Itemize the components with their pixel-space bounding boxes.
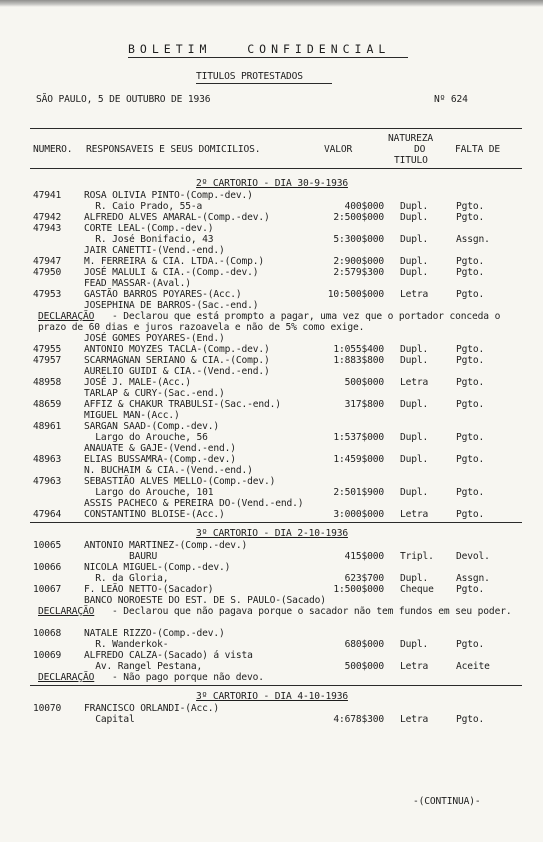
entry-reason: Pgto. (456, 201, 485, 212)
entry-party: SCARMAGNAN SERIANO & CIA.-(Comp.) (84, 355, 270, 366)
entry-party: ALFREDO CALZA-(Sacado) á vista (84, 650, 253, 661)
entry-value: 1:459$000 (333, 454, 384, 465)
entry-party: SARGAN SAAD-(Comp.-dev.) (84, 421, 220, 432)
entry-title-type: Cheque (400, 584, 434, 595)
entry-value: 2:579$300 (333, 267, 384, 278)
entry-value: 2:900$000 (333, 256, 384, 267)
entry-party: Largo do Arouche, 56 (84, 432, 208, 443)
bulletin-title: BOLETIM CONFIDENCIAL (128, 42, 391, 56)
entry-reason: Pgto. (456, 639, 485, 650)
entry-title-type: Dupl. (400, 267, 429, 278)
col-header-responsaveis: RESPONSAVEIS E SEUS DOMICILIOS. (86, 144, 261, 155)
entry-value: 10:500$000 (327, 289, 384, 300)
entry-number: 48659 (33, 399, 62, 410)
entry-value: 1:537$000 (333, 432, 384, 443)
col-header-falta: FALTA DE (455, 144, 501, 155)
entry-party: JOSEPHINA DE BARROS-(Sac.-end.) (84, 300, 259, 311)
entry-party: Av. Rangel Pestana, (84, 661, 203, 672)
date-line: SÃO PAULO, 5 DE OUTUBRO DE 1936 (36, 94, 211, 105)
entry-party: FRANCISCO ORLANDI-(Acc.) (84, 703, 220, 714)
entry-party: F. LEÃO NETTO-(Sacador) (84, 584, 214, 595)
entry-title-type: Dupl. (400, 344, 429, 355)
entry-number: 47947 (33, 256, 62, 267)
entry-number: 47955 (33, 344, 62, 355)
entry-party: R. José Bonifacio, 43 (84, 234, 214, 245)
entry-reason: Pgto. (456, 487, 485, 498)
entry-party: R. da Gloria, (84, 573, 169, 584)
entry-reason: Pgto. (456, 256, 485, 267)
entry-party: Largo do Arouche, 101 (84, 487, 214, 498)
entry-title-type: Dupl. (400, 573, 429, 584)
entry-value: 4:678$300 (333, 714, 384, 725)
entry-number: 10070 (33, 703, 62, 714)
entry-value: 5:300$000 (333, 234, 384, 245)
header-bottom-rule (30, 168, 522, 169)
entry-party: N. BUCHAIM & CIA.-(Vend.-end.) (84, 465, 253, 476)
entry-number: 48963 (33, 454, 62, 465)
entry-party: GASTÃO BARROS POYARES-(Acc.) (84, 289, 242, 300)
entry-value: 2:501$900 (333, 487, 384, 498)
entry-reason: Assgn. (456, 234, 490, 245)
entry-reason: Pgto. (456, 584, 485, 595)
entry-party: R. Caio Prado, 55-a (84, 201, 203, 212)
entry-title-type: Dupl. (400, 487, 429, 498)
entry-party: BAURU (84, 551, 158, 562)
title-underline (128, 57, 408, 58)
entry-party: Capital (84, 714, 135, 725)
entry-party: ALFREDO ALVES AMARAL-(Comp.-dev.) (84, 212, 270, 223)
entry-party: JAIR CANETTI-(Vend.-end.) (84, 245, 225, 256)
entry-title-type: Letra (400, 289, 429, 300)
declaration-label: DECLARAÇÃO (38, 311, 95, 322)
entry-title-type: Dupl. (400, 256, 429, 267)
continua-label: -(CONTINUA)- (413, 796, 481, 807)
entry-reason: Aceite (456, 661, 490, 672)
entry-value: 415$000 (344, 551, 384, 562)
declaration-label: DECLARAÇÃO (38, 606, 95, 617)
section-divider (30, 522, 522, 523)
entry-party: M. FERREIRA & CIA. LTDA.-(Comp.) (84, 256, 265, 267)
entry-reason: Devol. (456, 551, 490, 562)
entry-party: ELIAS BUSSAMRA-(Comp.-dev.) (84, 454, 236, 465)
entry-number: 47953 (33, 289, 62, 300)
entry-reason: Pgto. (456, 289, 485, 300)
col-header-do: DO (414, 144, 426, 155)
entry-title-type: Dupl. (400, 234, 429, 245)
entry-reason: Pgto. (456, 432, 485, 443)
entry-number: 48961 (33, 421, 62, 432)
col-header-valor: VALOR (324, 144, 353, 155)
col-header-titulo: TITULO (394, 155, 428, 166)
entry-value: 317$800 (344, 399, 384, 410)
entry-number: 47941 (33, 190, 62, 201)
entry-reason: Pgto. (456, 377, 485, 388)
entry-value: 1:500$000 (333, 584, 384, 595)
header-top-rule (30, 128, 522, 129)
entry-number: 10065 (33, 540, 62, 551)
declaration-text: - Não pago porque não devo. (112, 672, 264, 683)
entry-title-type: Dupl. (400, 432, 429, 443)
entry-number: 10067 (33, 584, 62, 595)
entry-number: 10069 (33, 650, 62, 661)
entry-number: 47963 (33, 476, 62, 487)
entry-reason: Pgto. (456, 714, 485, 725)
subtitle-underline (196, 83, 332, 84)
cartorio-heading: 2º CARTORIO - DIA 30-9-1936 (196, 178, 348, 189)
entry-reason: Pgto. (456, 509, 485, 520)
entry-number: 47942 (33, 212, 62, 223)
entry-party: MIGUEL MAN-(Acc.) (84, 410, 180, 421)
cartorio-heading: 3º CARTORIO - DIA 2-10-1936 (196, 528, 348, 539)
entry-title-type: Letra (400, 714, 429, 725)
declaration-text: - Declarou que não pagava porque o sacador não tem fundos em seu poder. (112, 606, 512, 617)
entry-party: R. Wanderkok- (84, 639, 169, 650)
entry-title-type: Letra (400, 509, 429, 520)
entry-party: JOSÉ MALULI & CIA.-(Comp.-dev.) (84, 267, 259, 278)
entry-value: 3:000$000 (333, 509, 384, 520)
cartorio-heading: 3º CARTORIO - DIA 4-10-1936 (196, 691, 348, 702)
entry-value: 500$000 (344, 661, 384, 672)
entry-value: 623$700 (344, 573, 384, 584)
section-divider (30, 685, 522, 686)
entry-reason: Pgto. (456, 267, 485, 278)
entry-title-type: Dupl. (400, 212, 429, 223)
entry-title-type: Dupl. (400, 639, 429, 650)
entry-party: CONSTANTINO BLOISE-(Acc.) (84, 509, 225, 520)
entry-party: ROSA OLIVIA PINTO-(Comp.-dev.) (84, 190, 253, 201)
entry-reason: Pgto. (456, 399, 485, 410)
entry-value: 680$000 (344, 639, 384, 650)
entry-party: ANTONIO MARTINEZ-(Comp.-dev.) (84, 540, 248, 551)
entry-number: 10068 (33, 628, 62, 639)
entry-party: BANCO NOROESTE DO EST. DE S. PAULO-(Sacado) (84, 595, 326, 606)
entry-reason: Pgto. (456, 454, 485, 465)
entry-number: 10066 (33, 562, 62, 573)
entry-number: 47943 (33, 223, 62, 234)
bulletin-number: Nº 624 (434, 94, 468, 105)
entry-number: 47957 (33, 355, 62, 366)
entry-number: 47964 (33, 509, 62, 520)
declaration-text: - Declarou que está prompto a pagar, uma vez que o portador conceda o prazo de 60 dias e juros razoavela e não de 5% como exige. (38, 311, 501, 333)
bulletin-subtitle: TITULOS PROTESTADOS (196, 71, 303, 82)
entry-party: NICOLA MIGUEL-(Comp.-dev.) (84, 562, 231, 573)
col-header-numero: NUMERO. (33, 144, 73, 155)
entry-party: TARLAP & CURY-(Sac.-end.) (84, 388, 225, 399)
entry-party: ANTONIO MOYZES TACLA-(Comp.-dev.) (84, 344, 270, 355)
entry-party: JOSÉ GOMES POYARES-(End.) (84, 333, 225, 344)
entry-number: 47950 (33, 267, 62, 278)
entry-value: 400$000 (344, 201, 384, 212)
entry-title-type: Dupl. (400, 201, 429, 212)
entry-value: 2:500$000 (333, 212, 384, 223)
entry-party: SEBASTIÃO ALVES MELLO-(Comp.-dev.) (84, 476, 276, 487)
entry-party: AFFIZ & CHAKUR TRABULSI-(Sac.-end.) (84, 399, 281, 410)
entry-title-type: Tripl. (400, 551, 434, 562)
entry-reason: Pgto. (456, 355, 485, 366)
entry-reason: Assgn. (456, 573, 490, 584)
entry-party: ANAUATE & GAJE-(Vend.-end.) (84, 443, 236, 454)
entry-reason: Pgto. (456, 212, 485, 223)
entry-number: 48958 (33, 377, 62, 388)
entry-title-type: Dupl. (400, 454, 429, 465)
entry-party: AURELIO GUIDI & CIA.-(Vend.-end.) (84, 366, 270, 377)
entry-value: 500$000 (344, 377, 384, 388)
entry-title-type: Dupl. (400, 355, 429, 366)
col-header-natureza: NATUREZA (388, 133, 434, 144)
entry-party: ASSIS PACHECO & PEREIRA DO-(Vend.-end.) (84, 498, 304, 509)
page-top-edge (0, 0, 543, 7)
entry-title-type: Dupl. (400, 399, 429, 410)
entry-title-type: Letra (400, 661, 429, 672)
entry-value: 1:055$400 (333, 344, 384, 355)
entry-reason: Pgto. (456, 344, 485, 355)
entry-party: FEAD MASSAR-(Aval.) (84, 278, 191, 289)
entry-party: JOSÉ J. MALE-(Acc.) (84, 377, 191, 388)
declaration-label: DECLARAÇÃO (38, 672, 95, 683)
entry-party: NATALE RIZZO-(Comp.-dev.) (84, 628, 225, 639)
entry-party: CORTE LEAL-(Comp.-dev.) (84, 223, 214, 234)
entry-value: 1:883$800 (333, 355, 384, 366)
entry-title-type: Letra (400, 377, 429, 388)
